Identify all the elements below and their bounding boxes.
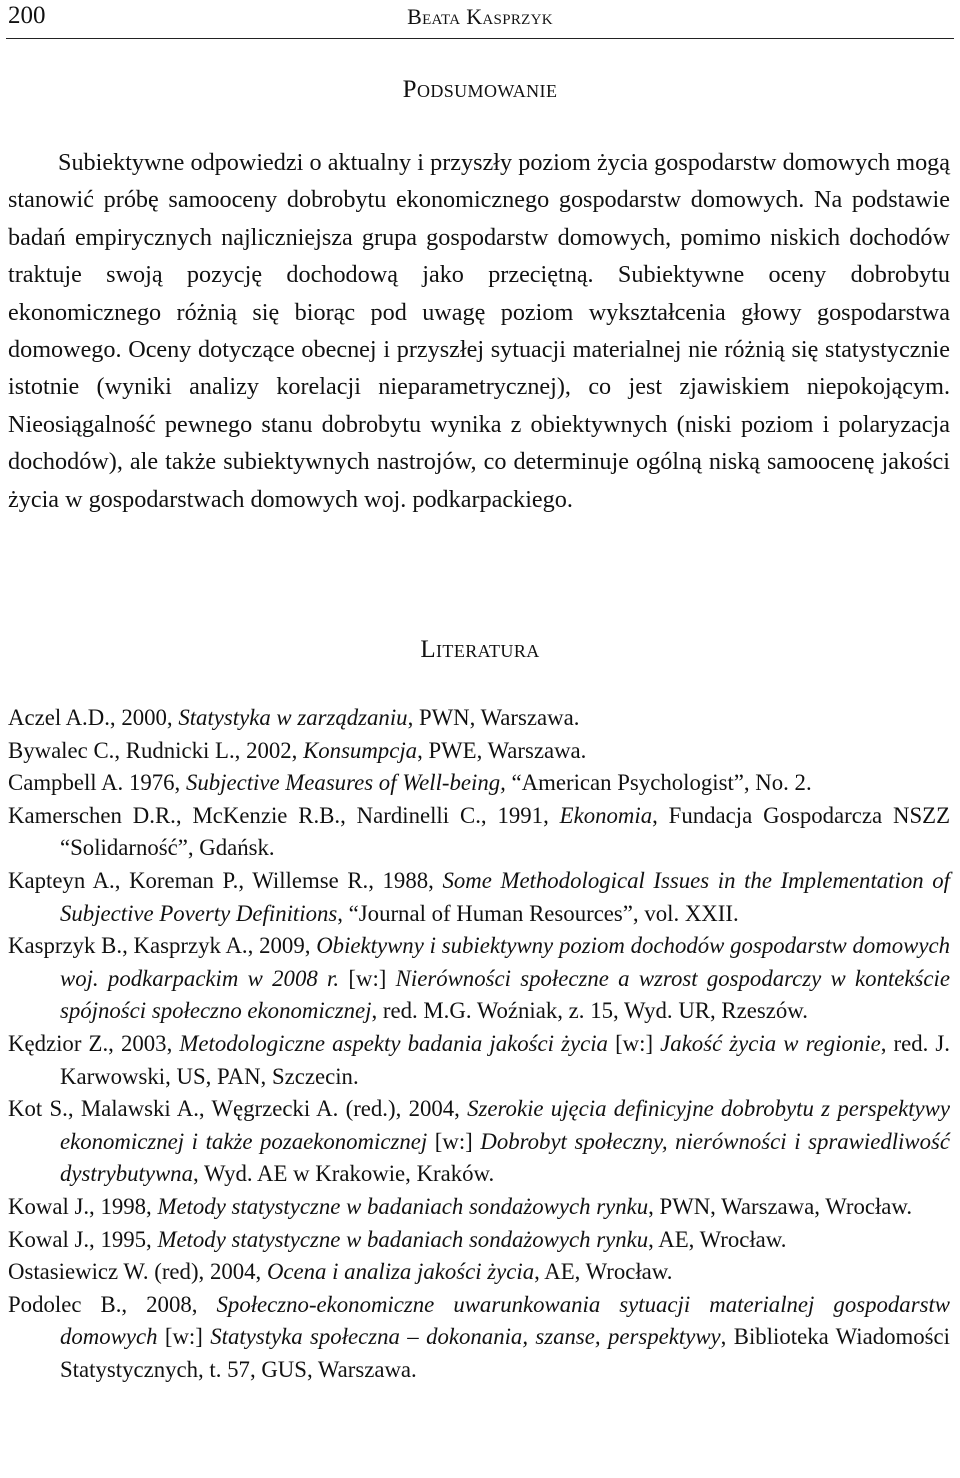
reference-item	[8, 800, 950, 865]
reference-item	[8, 1028, 950, 1093]
reference-title-italic: Ekonomia	[559, 802, 653, 828]
reference-text: Kot S., Malawski A., Węgrzecki A. (red.), 2004,	[8, 1096, 468, 1122]
reference-text: Podolec B., 2008,	[8, 1291, 217, 1317]
reference-item	[8, 1093, 950, 1191]
reference-text: Kasprzyk B., Kasprzyk A., 2009,	[8, 933, 317, 959]
reference-title-italic: Społeczno-ekonomiczne uwarunkowania sytuacji materialnej gospodarstw domowych	[60, 1291, 950, 1350]
reference-text: [w:]	[427, 1128, 481, 1154]
reference-list	[8, 702, 950, 1386]
reference-text: , Fundacja Gospodarcza NSZZ “Solidarność”, Gdańsk.	[60, 802, 950, 861]
reference-text: , red. M.G. Woźniak, z. 15, Wyd. UR, Rzeszów.	[371, 998, 808, 1024]
reference-title-italic: Metody statystyczne w badaniach sondażowych rynku	[157, 1226, 649, 1252]
reference-title-italic: Statystyka społeczna – dokonania, szanse, perspektywy	[210, 1324, 721, 1350]
reference-title-italic: Subjective Measures of Well-being,	[185, 770, 506, 796]
reference-text: Bywalec C., Rudnicki L., 2002,	[8, 737, 304, 763]
reference-item	[8, 1191, 950, 1224]
summary-paragraph: Subiektywne odpowiedzi o aktualny i przyszły poziom życia gospodarstw domowych mogą stanowić próbę samooceny dobrobytu ekonomicznego gospodarstw domowych. Na podstawie badań empirycznych najliczniejsza grupa gospodarstw domowych, pomimo niskich dochodów traktuje swoją pozycję dochodową jako przeciętną. Subiektywne oceny dobrobytu ekonomicznego różnią się biorąc pod uwagę poziom wykształcenia głowy gospodarstwa domowego. Oceny dotyczące obecnej i przyszłej sytuacji materialnej nie różnią się statystycznie istotnie (wyniki analizy korelacji nieparametrycznej), co jest zjawiskiem niepokojącym. Nieosiągalność pewnego stanu dobrobytu wynika z obiektywnych (niski poziom i polaryzacja dochodów), ale także subiektywnych nastrojów, co determinuje ogólną niską samoocenę jakości życia w gospodarstwach domowych woj. podkarpackiego.	[8, 149, 950, 513]
running-head-author: Beata Kasprzyk	[407, 4, 553, 29]
reference-text: “American Psychologist”, No. 2.	[505, 770, 812, 796]
page-number: 200	[8, 2, 46, 29]
reference-title-italic: Some Methodological Issues in the Implementation of Subjective Poverty Definitions	[60, 867, 950, 926]
summary-heading: Podsumowanie	[402, 76, 558, 103]
reference-item	[8, 1224, 950, 1257]
reference-title-italic: Szerokie ujęcia definicyjne dobrobytu z perspektywy ekonomicznej i także pozaekonomicznej	[60, 1096, 950, 1154]
reference-text: [w:]	[339, 965, 396, 991]
reference-text: , Wyd. AE w Krakowie, Kraków.	[192, 1161, 495, 1187]
reference-text: Kapteyn A., Koreman P., Willemse R., 1988,	[8, 867, 443, 893]
reference-item	[8, 865, 950, 930]
reference-title-italic: Statystyka w zarządzaniu	[178, 705, 408, 730]
reference-title-italic: Ocena i analiza jakości życia	[266, 1259, 535, 1285]
reference-item	[8, 930, 950, 1028]
reference-text: , PWN, Warszawa, Wrocław.	[648, 1193, 913, 1219]
reference-text: , AE, Wrocław.	[648, 1226, 787, 1252]
reference-title-italic: Nierówności społeczne a wzrost gospodarczy w kontekście spójności społeczno ekonomicznej	[60, 965, 950, 1024]
reference-text: , AE, Wrocław.	[534, 1259, 673, 1285]
reference-text: , Biblioteka Wiadomości Statystycznych, t. 57, GUS, Warszawa.	[60, 1324, 950, 1382]
reference-text: Ostasiewicz W. (red), 2004,	[8, 1259, 267, 1285]
reference-title-italic: Jakość życia w regionie	[660, 1030, 881, 1056]
reference-title-italic: Metody statystyczne w badaniach sondażowych rynku	[157, 1193, 649, 1219]
literature-heading: Literatura	[420, 636, 540, 663]
reference-text: , PWN, Warszawa.	[407, 705, 580, 730]
reference-text: Aczel A.D., 2000,	[8, 705, 179, 730]
reference-item	[8, 1289, 950, 1387]
reference-item	[8, 767, 950, 800]
reference-item	[8, 1256, 950, 1289]
reference-text: Campbell A. 1976,	[8, 770, 186, 796]
reference-title-italic: Konsumpcja	[303, 737, 418, 763]
reference-title-italic: Metodologiczne aspekty badania jakości życia	[179, 1030, 608, 1056]
reference-text: Kędzior Z., 2003,	[8, 1030, 180, 1056]
reference-text: , “Journal of Human Resources”, vol. XXII.	[337, 900, 739, 926]
reference-text: , red. J. Karwowski, US, PAN, Szczecin.	[60, 1030, 951, 1089]
reference-text: Kowal J., 1995,	[8, 1226, 158, 1252]
reference-title-italic: Obiektywny i subiektywny poziom dochodów gospodarstw domowych woj. podkarpackim w 2008 r.	[60, 933, 950, 991]
reference-text: Kowal J., 1998,	[8, 1193, 158, 1219]
reference-text: [w:]	[607, 1030, 661, 1056]
reference-text: , PWE, Warszawa.	[417, 737, 587, 763]
page-header	[6, 0, 954, 39]
reference-text: [w:]	[157, 1324, 211, 1350]
reference-title-italic: Dobrobyt społeczny, nierówności i sprawiedliwość dystrybutywna	[60, 1128, 950, 1187]
reference-text: Kamerschen D.R., McKenzie R.B., Nardinelli C., 1991,	[8, 802, 560, 828]
reference-item	[8, 702, 950, 735]
reference-item	[8, 735, 950, 768]
